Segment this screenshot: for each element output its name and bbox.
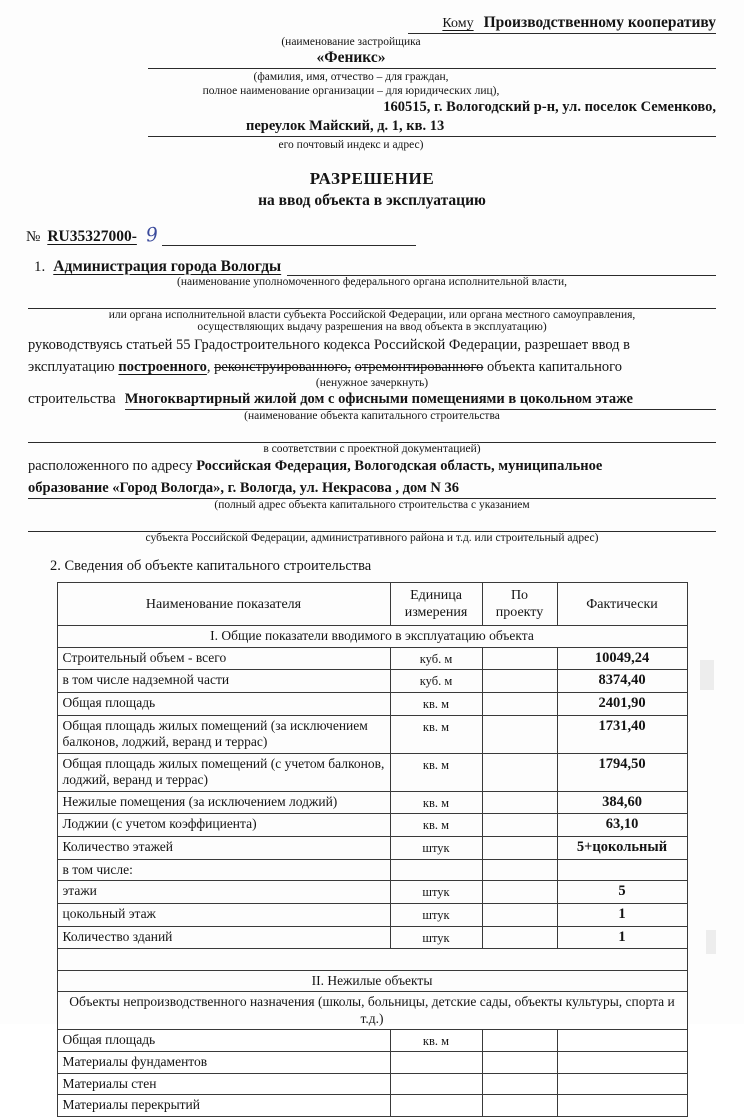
cell-unit: куб. м — [390, 670, 482, 693]
caption-authority-2: или органа исполнительной власти субъекта Российской Федерации, или органа местного самоуправления, — [108, 308, 636, 321]
developer-address-line-2: переулок Майский, д. 1, кв. 13 — [246, 117, 445, 134]
cell-indicator-name: Количество этажей — [57, 837, 390, 860]
cell-fact-value: 1731,40 — [557, 715, 687, 753]
spacer-row-cell — [57, 949, 687, 970]
cell-unit: кв. м — [390, 814, 482, 837]
caption-developer-name: (наименование застройщика — [281, 36, 421, 48]
cell-fact-value — [557, 1052, 687, 1073]
blank-rule-authority — [28, 288, 716, 309]
cell-unit: куб. м — [390, 647, 482, 670]
number-sign-label: № — [26, 228, 41, 245]
permission-word-struck-1: реконструированного, — [214, 358, 352, 375]
authority-index: 1. — [34, 258, 46, 275]
cell-unit: штук — [390, 926, 482, 949]
addressee-label: Кому — [442, 16, 474, 31]
cell-indicator-name: Материалы стен — [57, 1073, 390, 1094]
cell-project-value — [482, 837, 557, 860]
object-name-label: строительства — [28, 390, 116, 407]
table-row — [57, 903, 687, 926]
cell-fact-value: 5+цокольный — [557, 837, 687, 860]
section-2-subheading-cell: Объекты непроизводственного назначения (школы, больницы, детские сады, объекты культуры, спорта и т.д.) — [57, 992, 687, 1030]
cell-fact-value: 63,10 — [557, 814, 687, 837]
cell-unit — [390, 859, 482, 880]
table-row — [57, 715, 687, 753]
cell-indicator-name: Общая площадь жилых помещений (с учетом балконов, лоджий, веранд и террас) — [57, 753, 390, 791]
cell-project-value — [482, 670, 557, 693]
table-header-row — [57, 583, 687, 626]
caption-full-address-2: субъекта Российской Федерации, административного района и т.д. или строительный адрес) — [145, 532, 599, 545]
cell-indicator-name: Материалы перекрытий — [57, 1095, 390, 1116]
cell-project-value — [482, 1052, 557, 1073]
caption-org-name: полное наименование организации – для юридических лиц), — [202, 85, 500, 97]
caption-person-name: (фамилия, имя, отчество – для граждан, — [253, 71, 449, 83]
cell-fact-value: 5 — [557, 881, 687, 904]
column-header-fact: Фактически — [557, 583, 687, 626]
permission-prefix: эксплуатацию — [28, 358, 119, 375]
permit-number-rule — [162, 244, 416, 246]
permission-word-kept: построенного — [118, 358, 207, 375]
cell-project-value — [482, 926, 557, 949]
developer-address-line-1: 160515, г. Вологодский р-н, ул. поселок Семенково, — [383, 99, 716, 115]
table-header — [57, 583, 687, 626]
table-row — [57, 1052, 687, 1073]
location-paragraph-2 — [28, 479, 716, 499]
indicators-table — [57, 582, 688, 1117]
table-row — [57, 1030, 687, 1052]
cell-project-value — [482, 903, 557, 926]
table-row — [57, 814, 687, 837]
document-subtitle: на ввод объекта в эксплуатацию — [258, 191, 486, 209]
location-line-2: образование «Город Вологда», г. Вологда, ул. Некрасова , дом N 36 — [28, 479, 460, 496]
cell-unit — [390, 1073, 482, 1094]
caption-authority-3: осуществляющих выдачу разрешения на ввод объекта в эксплуатацию) — [197, 320, 547, 333]
addressee-row — [408, 14, 716, 34]
authority-name: Администрация города Вологды — [53, 257, 282, 275]
table-row — [57, 791, 687, 814]
cell-project-value — [482, 1095, 557, 1116]
cell-fact-value: 384,60 — [557, 791, 687, 814]
permit-number-handwritten: 9 — [144, 223, 160, 247]
permission-line-2: эксплуатацию построенного, реконструированного, отремонтированного объекта капитального — [28, 358, 623, 375]
cell-unit: штук — [390, 881, 482, 904]
column-header-name: Наименование показателя — [57, 583, 390, 626]
permission-suffix: объекта капитального — [483, 358, 623, 375]
cell-fact-value: 2401,90 — [557, 693, 687, 716]
column-header-unit: Единица измерения — [390, 583, 482, 626]
cell-indicator-name: этажи — [57, 881, 390, 904]
table-row — [57, 859, 687, 880]
document-title: РАЗРЕШЕНИЕ — [309, 168, 435, 188]
cell-indicator-name: Общая площадь жилых помещений (за исключением балконов, лоджий, веранд и террас) — [57, 715, 390, 753]
spacer-row — [57, 949, 687, 970]
cell-indicator-name: цокольный этаж — [57, 903, 390, 926]
cell-project-value — [482, 814, 557, 837]
cell-fact-value: 1 — [557, 926, 687, 949]
permit-number-row — [26, 224, 416, 246]
authority-row — [34, 258, 716, 276]
cell-fact-value: 1 — [557, 903, 687, 926]
cell-project-value — [482, 693, 557, 716]
rule-under-address — [148, 136, 716, 137]
object-name-value: Многоквартирный жилой дом с офисными помещениями в цокольном этаже — [125, 391, 716, 410]
cell-indicator-name: Строительный объем - всего — [57, 647, 390, 670]
section-1-heading-cell: I. Общие показатели вводимого в эксплуатацию объекта — [57, 626, 687, 647]
cell-unit — [390, 1095, 482, 1116]
location-label: расположенного по адресу — [28, 457, 193, 474]
cell-fact-value — [557, 1073, 687, 1094]
table-row — [57, 837, 687, 860]
cell-fact-value: 8374,40 — [557, 670, 687, 693]
table-row — [57, 647, 687, 670]
cell-project-value — [482, 859, 557, 880]
cell-project-value — [482, 715, 557, 753]
cell-unit: кв. м — [390, 753, 482, 791]
table-row — [57, 881, 687, 904]
table-row — [57, 670, 687, 693]
caption-postal-address: его почтовый индекс и адрес) — [278, 138, 424, 151]
table-row — [57, 1095, 687, 1116]
table-row — [57, 693, 687, 716]
blank-rule-object — [28, 422, 716, 443]
column-header-project: По проекту — [482, 583, 557, 626]
cell-project-value — [482, 647, 557, 670]
document-body — [0, 258, 744, 575]
cell-indicator-name: Количество зданий — [57, 926, 390, 949]
cell-unit: штук — [390, 837, 482, 860]
cell-unit — [390, 1052, 482, 1073]
cell-indicator-name: Материалы фундаментов — [57, 1052, 390, 1073]
cell-fact-value — [557, 859, 687, 880]
object-name-row — [28, 391, 716, 410]
location-paragraph — [28, 457, 716, 477]
cell-fact-value — [557, 1030, 687, 1052]
cell-project-value — [482, 791, 557, 814]
cell-indicator-name: в том числе надземной части — [57, 670, 390, 693]
cell-unit: кв. м — [390, 715, 482, 753]
cell-unit: кв. м — [390, 1030, 482, 1052]
developer-firm-name: «Феникс» — [316, 49, 386, 66]
cell-unit: штук — [390, 903, 482, 926]
cell-fact-value: 10049,24 — [557, 647, 687, 670]
table-body — [57, 626, 687, 1117]
permission-word-struck-2: отремонтированного — [354, 358, 484, 375]
cell-indicator-name: в том числе: — [57, 859, 390, 880]
cell-fact-value: 1794,50 — [557, 753, 687, 791]
cell-indicator-name: Общая площадь — [57, 1030, 390, 1052]
addressee-name: Производственному кооперативу — [483, 14, 716, 31]
section-2-label: 2. Сведения об объекте капитального строительства — [50, 558, 372, 575]
cell-indicator-name: Нежилые помещения (за исключением лоджий) — [57, 791, 390, 814]
caption-strike-note: (ненужное зачеркнуть) — [315, 376, 429, 389]
location-line-1: Российская Федерация, Вологодская область, муниципальное — [196, 457, 603, 474]
document-header — [0, 0, 744, 151]
cell-indicator-name: Общая площадь — [57, 693, 390, 716]
cell-fact-value — [557, 1095, 687, 1116]
section-2-heading-cell: II. Нежилые объекты — [57, 970, 687, 991]
cell-indicator-name: Лоджии (с учетом коэффициента) — [57, 814, 390, 837]
cell-unit: кв. м — [390, 791, 482, 814]
caption-full-address-1: (полный адрес объекта капитального строительства с указанием — [214, 499, 530, 512]
caption-object-name: (наименование объекта капитального строительства — [244, 409, 500, 422]
table-row — [57, 926, 687, 949]
section-1-heading — [57, 626, 687, 647]
blank-rule-location — [28, 511, 716, 532]
cell-project-value — [482, 1030, 557, 1052]
cell-unit: кв. м — [390, 693, 482, 716]
caption-authority-1: (наименование уполномоченного федерального органа исполнительной власти, — [177, 275, 567, 288]
permit-number-value: RU35327000- — [47, 227, 137, 245]
cell-project-value — [482, 1073, 557, 1094]
permission-line-1: руководствуясь статьей 55 Градостроительного кодекса Российской Федерации, разрешает ввод в — [28, 336, 631, 353]
caption-project-doc: в соответствии с проектной документацией) — [263, 442, 481, 455]
rule-under-firm — [148, 68, 716, 69]
cell-project-value — [482, 753, 557, 791]
cell-project-value — [482, 881, 557, 904]
table-row — [57, 1073, 687, 1094]
table-row — [57, 753, 687, 791]
section-2-heading — [57, 970, 687, 991]
